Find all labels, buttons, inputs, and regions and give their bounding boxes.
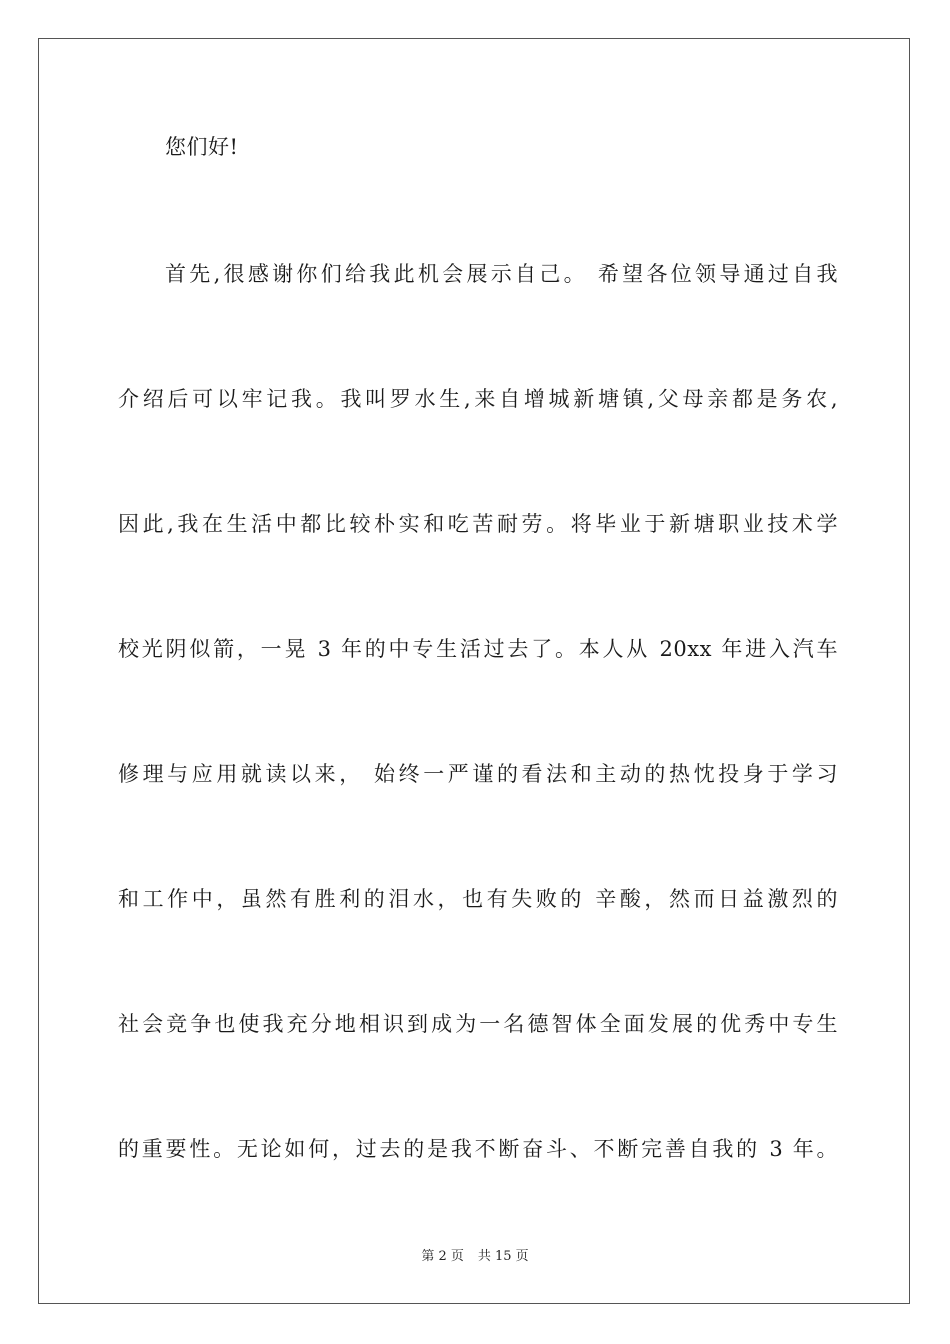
paragraph-line-7: 社会竞争也使我充分地相识到成为一名德智体全面发展的优秀中专生 — [118, 1012, 838, 1036]
paragraph-line-1: 首先,很感谢你们给我此机会展示自己。 希望各位领导通过自我 — [165, 262, 838, 286]
paragraph-line-8: 的重要性。无论如何，过去的是我不断奋斗、不断完善自我的 3 年。 — [118, 1137, 838, 1161]
paragraph-line-2: 介绍后可以牢记我。我叫罗水生,来自增城新塘镇,父母亲都是务农, — [118, 387, 838, 411]
paragraph-line-6: 和工作中，虽然有胜利的泪水，也有失败的 辛酸，然而日益激烈的 — [118, 887, 838, 911]
paragraph-line-5: 修理与应用就读以来， 始终一严谨的看法和主动的热忱投身于学习 — [118, 762, 838, 786]
greeting-line: 您们好! — [165, 135, 239, 159]
page-border — [38, 38, 910, 1304]
page-number-current: 第 2 页 — [421, 1249, 464, 1264]
page-number-total: 共 15 页 — [477, 1249, 529, 1264]
paragraph-line-3: 因此,我在生活中都比较朴实和吃苦耐劳。将毕业于新塘职业技术学 — [118, 512, 838, 536]
page-footer — [0, 1248, 950, 1266]
paragraph-line-4: 校光阴似箭，一晃 3 年的中专生活过去了。本人从 20xx 年进入汽车 — [118, 637, 838, 661]
